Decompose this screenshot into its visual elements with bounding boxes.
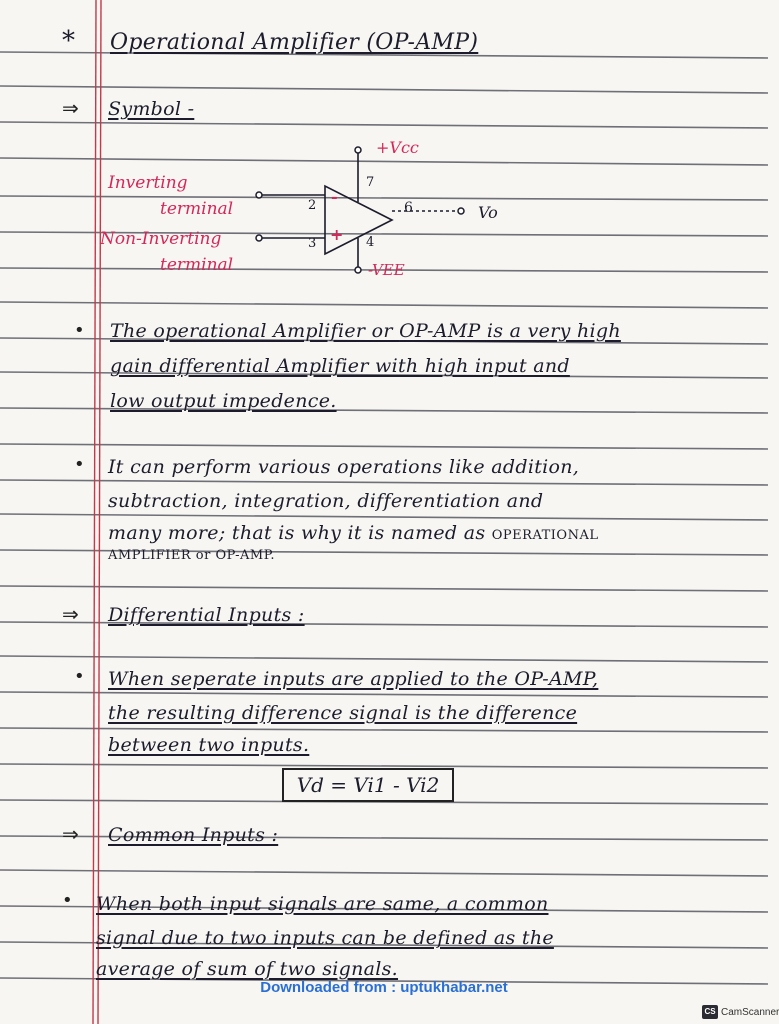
para2-line3-b: OPERATIONAL (491, 528, 599, 543)
para1-line1-b: OP-AMP is a very high (399, 320, 621, 342)
noninverting-label-1: Non-Inverting (100, 229, 222, 249)
vee-terminal (355, 267, 361, 273)
camscanner-text: CamScanner (721, 1006, 779, 1018)
differential-arrow: ⇒ (62, 602, 79, 626)
camscanner-watermark (702, 1005, 779, 1019)
inverting-terminal (256, 192, 262, 198)
para1-line1-a: The operational Amplifier or (110, 320, 400, 342)
pin-2: 2 (308, 198, 317, 213)
pin-7: 7 (366, 175, 375, 190)
symbol-heading: Symbol - (108, 98, 195, 120)
para2-line4: AMPLIFIER or OP-AMP. (108, 548, 275, 563)
para4-line3: average of sum of two signals. (96, 958, 399, 980)
para1-line3: low output impedence. (110, 390, 337, 412)
minus-sign: - (331, 187, 338, 206)
para2-line2: subtraction, integration, differentiation and (108, 490, 544, 512)
para3-line1: When seperate inputs are applied to the OP-AMP, (108, 668, 599, 690)
para3-line3: between two inputs. (108, 734, 310, 756)
para2-line1: It can perform various operations like addition, (108, 456, 580, 478)
opamp-symbol-diagram (0, 130, 768, 430)
inverting-label-2: terminal (160, 199, 234, 219)
symbol-arrow: ⇒ (62, 96, 79, 120)
para2-line3 (108, 522, 599, 544)
para2-line3-a: many more; that is why it is named as (108, 522, 492, 544)
vcc-label: +Vcc (376, 138, 419, 157)
noninverting-label-2: terminal (160, 255, 234, 275)
pin-4: 4 (366, 235, 375, 250)
heading-star: * (62, 26, 76, 56)
bullet: • (62, 890, 73, 911)
pin-3: 3 (308, 236, 317, 251)
pin-6: 6 (404, 200, 413, 216)
plus-sign: + (330, 225, 344, 244)
download-source-link[interactable]: Downloaded from : uptukhabar.net (260, 979, 508, 996)
page-title: Operational Amplifier (OP-AMP) (110, 30, 479, 55)
vee-label: -VEE (368, 261, 405, 279)
bullet: • (74, 666, 85, 687)
vcc-terminal (355, 147, 361, 153)
bullet: • (74, 454, 85, 475)
common-arrow: ⇒ (62, 822, 79, 846)
output-terminal (458, 208, 464, 214)
para4-line1: When both input signals are same, a common (96, 893, 549, 915)
para1-line2: gain differential Amplifier with high input and (110, 355, 570, 377)
camscanner-logo-icon: CS (702, 1005, 718, 1019)
vo-label: Vo (478, 203, 498, 222)
para1-line1 (110, 320, 621, 342)
bullet: • (74, 320, 85, 341)
noninverting-terminal (256, 235, 262, 241)
common-heading: Common Inputs : (108, 824, 279, 846)
para3-line2: the resulting difference signal is the difference (108, 702, 578, 724)
para4-line2: signal due to two inputs can be defined as the (96, 927, 554, 949)
inverting-label-1: Inverting (108, 173, 188, 193)
differential-heading: Differential Inputs : (108, 604, 305, 626)
differential-formula: Vd = Vi1 - Vi2 (282, 768, 454, 802)
